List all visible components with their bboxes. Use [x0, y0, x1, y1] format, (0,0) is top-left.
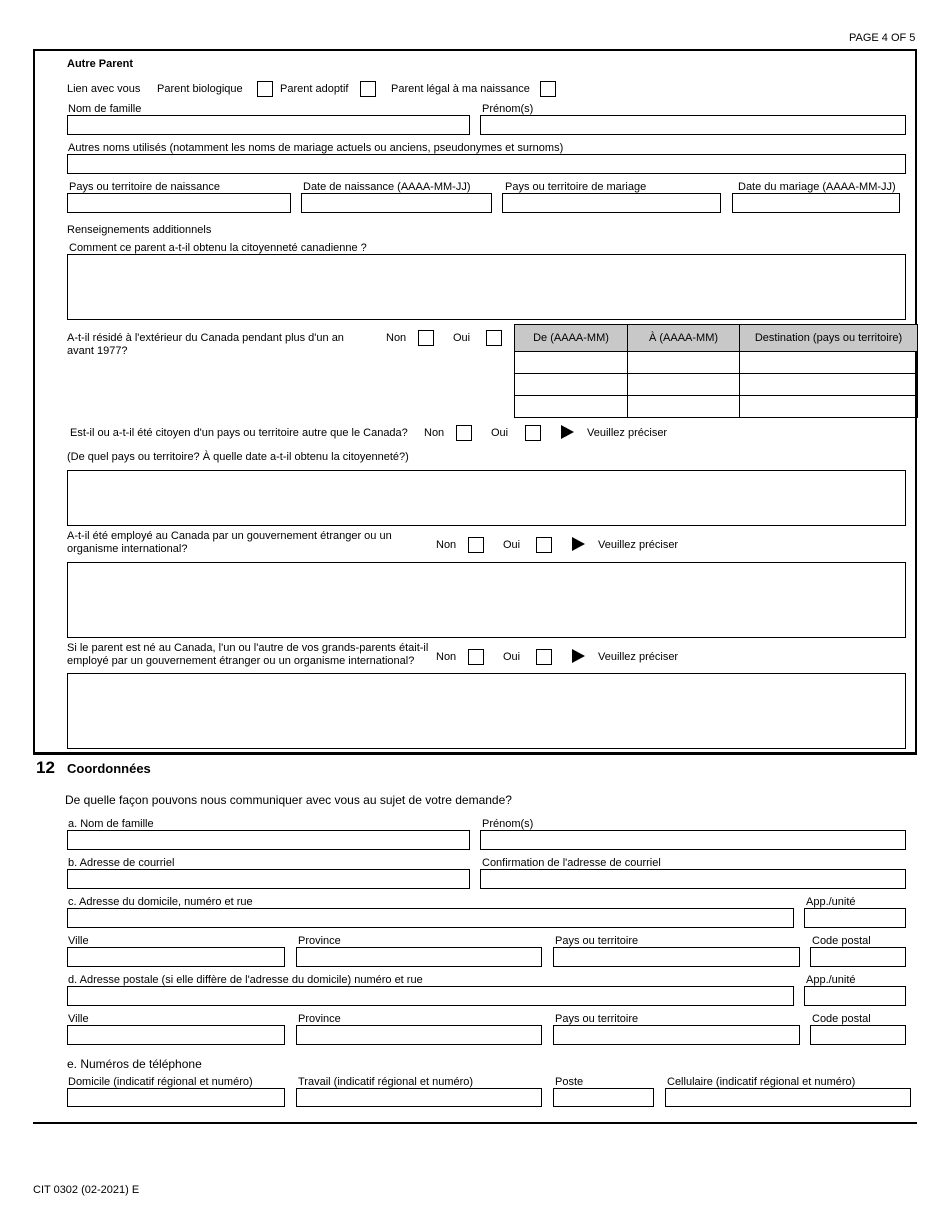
mailing-country-label: Pays ou territoire [555, 1013, 639, 1025]
contact-family-name-label: a. Nom de famille [68, 818, 154, 830]
mailing-postal-input[interactable] [810, 1025, 906, 1045]
email-confirm-label: Confirmation de l'adresse de courriel [482, 857, 661, 869]
citizenship-how-textarea[interactable] [67, 254, 906, 320]
parent-given-name-label: Prénom(s) [482, 103, 534, 115]
employed-yes-label: Oui [503, 539, 521, 551]
employed-no-checkbox[interactable] [468, 537, 484, 553]
home-city-input[interactable] [67, 947, 285, 967]
home-phone-input[interactable] [67, 1088, 285, 1107]
employed-textarea[interactable] [67, 562, 906, 638]
home-address-label: c. Adresse du domicile, numéro et rue [68, 896, 253, 908]
which-country-textarea[interactable] [67, 470, 906, 526]
relation-adoptive-checkbox[interactable] [360, 81, 376, 97]
home-postal-label: Code postal [812, 935, 871, 947]
contact-given-name-label: Prénom(s) [482, 818, 534, 830]
mailing-country-input[interactable] [553, 1025, 800, 1045]
grandparents-yes-checkbox[interactable] [536, 649, 552, 665]
table-cell-destination[interactable] [740, 352, 918, 374]
birth-date-label: Date de naissance (AAAA-MM-JJ) [303, 181, 471, 193]
parent-other-names-input[interactable] [67, 154, 906, 174]
grandparents-specify-label: Veuillez préciser [598, 651, 679, 663]
table-row [515, 352, 918, 374]
citizenship-how-label: Comment ce parent a-t-il obtenu la citoyenneté canadienne ? [69, 242, 367, 254]
employed-no-label: Non [436, 539, 457, 551]
marriage-country-input[interactable] [502, 193, 721, 213]
email-input[interactable] [67, 869, 470, 889]
resided-no-checkbox[interactable] [418, 330, 434, 346]
contact-family-name-input[interactable] [67, 830, 470, 850]
section-title: Coordonnées [67, 761, 151, 776]
resided-no-label: Non [386, 332, 407, 344]
table-cell-to[interactable] [628, 352, 740, 374]
table-cell-from[interactable] [515, 374, 628, 396]
mailing-city-input[interactable] [67, 1025, 285, 1045]
employed-question: A-t-il été employé au Canada par un gouvernement étranger ou un organisme international? [67, 530, 392, 555]
resided-yes-checkbox[interactable] [486, 330, 502, 346]
home-country-label: Pays ou territoire [555, 935, 639, 947]
mailing-province-label: Province [298, 1013, 341, 1025]
grandparents-yes-label: Oui [503, 651, 521, 663]
relation-biological-label: Parent biologique [157, 83, 243, 95]
table-cell-to[interactable] [628, 374, 740, 396]
other-citizen-yes-label: Oui [491, 427, 509, 439]
grandparents-no-checkbox[interactable] [468, 649, 484, 665]
other-citizen-no-label: Non [424, 427, 445, 439]
home-unit-input[interactable] [804, 908, 906, 928]
home-province-label: Province [298, 935, 341, 947]
home-postal-input[interactable] [810, 947, 906, 967]
home-province-input[interactable] [296, 947, 542, 967]
residence-table [514, 324, 918, 418]
home-city-label: Ville [68, 935, 89, 947]
arrow-right-icon [572, 649, 585, 663]
birth-country-input[interactable] [67, 193, 291, 213]
home-country-input[interactable] [553, 947, 800, 967]
relation-adoptive-label: Parent adoptif [280, 83, 349, 95]
home-address-input[interactable] [67, 908, 794, 928]
mailing-address-input[interactable] [67, 986, 794, 1006]
grandparents-textarea[interactable] [67, 673, 906, 749]
mailing-city-label: Ville [68, 1013, 89, 1025]
home-phone-label: Domicile (indicatif régional et numéro) [68, 1076, 253, 1088]
relation-biological-checkbox[interactable] [257, 81, 273, 97]
cell-phone-label: Cellulaire (indicatif régional et numéro) [667, 1076, 856, 1088]
table-cell-from[interactable] [515, 396, 628, 418]
bottom-divider [33, 1122, 917, 1124]
parent-other-names-label: Autres noms utilisés (notamment les noms de mariage actuels ou anciens, pseudonymes et surnoms) [68, 142, 564, 154]
contact-given-name-input[interactable] [480, 830, 906, 850]
employed-yes-checkbox[interactable] [536, 537, 552, 553]
relation-legal-checkbox[interactable] [540, 81, 556, 97]
parent-given-name-input[interactable] [480, 115, 906, 135]
mailing-address-label: d. Adresse postale (si elle diffère de l'adresse du domicile) numéro et rue [68, 974, 423, 986]
table-cell-destination[interactable] [740, 374, 918, 396]
work-phone-input[interactable] [296, 1088, 542, 1107]
table-header-to: À (AAAA-MM) [628, 325, 740, 352]
contact-intro: De quelle façon pouvons nous communiquer avec vous au sujet de votre demande? [65, 793, 512, 807]
birth-country-label: Pays ou territoire de naissance [69, 181, 221, 193]
parent-section-title: Autre Parent [67, 58, 134, 70]
table-row [515, 396, 918, 418]
other-citizen-question: Est-il ou a-t-il été citoyen d'un pays ou territoire autre que le Canada? [70, 427, 408, 439]
relation-legal-label: Parent légal à ma naissance [391, 83, 530, 95]
form-code: CIT 0302 (02-2021) E [33, 1184, 140, 1196]
resided-question: A-t-il résidé à l'extérieur du Canada pendant plus d'un an avant 1977? [67, 332, 344, 357]
additional-info-label: Renseignements additionnels [67, 224, 212, 236]
parent-family-name-input[interactable] [67, 115, 470, 135]
page-number: PAGE 4 OF 5 [849, 32, 916, 44]
table-cell-from[interactable] [515, 352, 628, 374]
arrow-right-icon [561, 425, 574, 439]
email-confirm-input[interactable] [480, 869, 906, 889]
extension-input[interactable] [553, 1088, 654, 1107]
relation-label: Lien avec vous [67, 83, 141, 95]
birth-date-input[interactable] [301, 193, 492, 213]
other-citizen-yes-checkbox[interactable] [525, 425, 541, 441]
work-phone-label: Travail (indicatif régional et numéro) [298, 1076, 474, 1088]
table-cell-destination[interactable] [740, 396, 918, 418]
home-unit-label: App./unité [806, 896, 856, 908]
cell-phone-input[interactable] [665, 1088, 911, 1107]
other-citizen-specify-label: Veuillez préciser [587, 427, 668, 439]
mailing-province-input[interactable] [296, 1025, 542, 1045]
employed-specify-label: Veuillez préciser [598, 539, 679, 551]
mailing-postal-label: Code postal [812, 1013, 871, 1025]
phones-title: e. Numéros de téléphone [67, 1057, 202, 1071]
mailing-unit-label: App./unité [806, 974, 856, 986]
table-header-row [515, 325, 918, 352]
parent-family-name-label: Nom de famille [68, 103, 142, 115]
marriage-country-label: Pays ou territoire de mariage [505, 181, 647, 193]
table-header-from: De (AAAA-MM) [515, 325, 628, 352]
email-label: b. Adresse de courriel [68, 857, 175, 869]
table-cell-to[interactable] [628, 396, 740, 418]
other-citizen-no-checkbox[interactable] [456, 425, 472, 441]
arrow-right-icon [572, 537, 585, 551]
which-country-label: (De quel pays ou territoire? À quelle date a-t-il obtenu la citoyenneté?) [67, 451, 409, 463]
section-number: 12 [36, 758, 55, 777]
marriage-date-input[interactable] [732, 193, 900, 213]
grandparents-question: Si le parent est né au Canada, l'un ou l'autre de vos grands-parents était-il employé par un gouvernement étranger ou un organisme international? [67, 642, 429, 667]
table-header-destination: Destination (pays ou territoire) [740, 325, 918, 352]
table-row [515, 374, 918, 396]
extension-label: Poste [555, 1076, 584, 1088]
marriage-date-label: Date du mariage (AAAA-MM-JJ) [738, 181, 896, 193]
grandparents-no-label: Non [436, 651, 457, 663]
resided-yes-label: Oui [453, 332, 471, 344]
mailing-unit-input[interactable] [804, 986, 906, 1006]
